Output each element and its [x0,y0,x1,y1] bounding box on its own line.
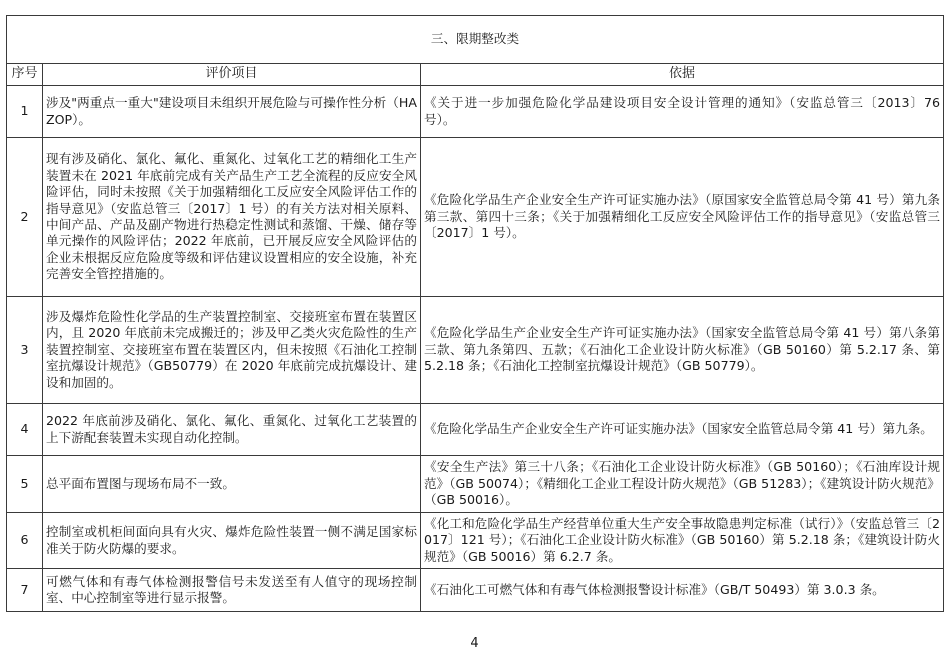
row-basis: 《安全生产法》第三十八条；《石油化工企业设计防火标准》（GB 50160）；《石油库设计规范》（GB 50074）；《精细化工企业工程设计防火规范》（GB 51283）；《建筑设计防火规范》（GB 50016）。 [421,456,944,513]
section-title-row [7,16,944,64]
row-basis: 《危险化学品生产企业安全生产许可证实施办法》（原国家安全监管总局令第 41 号）第九条第三款、第四十三条；《关于加强精细化工反应安全风险评估工作的指导意见》（安监总管三〔2017〕1 号）。 [421,138,944,297]
header-item: 评价项目 [43,64,421,86]
header-no: 序号 [7,64,43,86]
row-no: 3 [7,297,43,404]
row-item: 涉及爆炸危险性化学品的生产装置控制室、交接班室布置在装置区内，且 2020 年底前未完成搬迁的；涉及甲乙类火灾危险性的生产装置控制室、交接班室布置在装置区内，但未按照《石油化工控制室抗爆设计规范》（GB50779）在 2020 年底前完成抗爆设计、建设和加固的。 [43,297,421,404]
row-no: 7 [7,569,43,612]
row-item: 现有涉及硝化、氯化、氟化、重氮化、过氧化工艺的精细化工生产装置未在 2021 年底前完成有关产品生产工艺全流程的反应安全风险评估，同时未按照《关于加强精细化工反应安全风险评估工作的指导意见》（安监总管三〔2017〕1 号）的有关方法对相关原料、中间产品、产品及副产物进行热稳定性测试和蒸馏、干燥、储存等单元操作的风险评估；2022 年底前，已开展反应安全风险评估的企业未根据反应危险度等级和评估建议设置相应的安全设施，补充完善安全管控措施的。 [43,138,421,297]
table-row [7,138,944,297]
row-item: 可燃气体和有毒气体检测报警信号未发送至有人值守的现场控制室、中心控制室等进行显示报警。 [43,569,421,612]
table-row [7,297,944,404]
row-item: 2022 年底前涉及硝化、氯化、氟化、重氮化、过氧化工艺装置的上下游配套装置未实现自动化控制。 [43,404,421,456]
row-no: 5 [7,456,43,513]
row-basis: 《危险化学品生产企业安全生产许可证实施办法》（国家安全监管总局令第 41 号）第九条。 [421,404,944,456]
row-item: 控制室或机柜间面向具有火灾、爆炸危险性装置一侧不满足国家标准关于防火防爆的要求。 [43,513,421,569]
row-no: 2 [7,138,43,297]
row-no: 6 [7,513,43,569]
header-row [7,64,944,86]
row-no: 1 [7,86,43,138]
row-basis: 《化工和危险化学品生产经营单位重大生产安全事故隐患判定标准（试行）》（安监总管三〔2017〕121 号）；《石油化工企业设计防火标准》（GB 50160）第 5.2.18 条；《建筑设计防火规范》（GB 50016）第 6.2.7 条。 [421,513,944,569]
row-basis: 《石油化工可燃气体和有毒气体检测报警设计标准》（GB/T 50493）第 3.0.3 条。 [421,569,944,612]
table-row [7,404,944,456]
table-row [7,86,944,138]
table-row [7,569,944,612]
header-basis: 依据 [421,64,944,86]
row-item: 涉及"两重点一重大"建设项目未组织开展危险与可操作性分析（HAZOP）。 [43,86,421,138]
row-basis: 《危险化学品生产企业安全生产许可证实施办法》（国家安全监管总局令第 41 号）第八条第三款、第九条第四、五款；《石油化工企业设计防火标准》（GB 50160）第 5.2.17 条、第 5.2.18 条；《石油化工控制室抗爆设计规范》（GB 50779）。 [421,297,944,404]
row-basis: 《关于进一步加强危险化学品建设项目安全设计管理的通知》（安监总管三〔2013〕76 号）。 [421,86,944,138]
row-no: 4 [7,404,43,456]
page-number: 4 [470,636,479,651]
section-title: 三、限期整改类 [7,16,944,64]
rectification-table [6,15,944,612]
table-row [7,456,944,513]
table-row [7,513,944,569]
row-item: 总平面布置图与现场布局不一致。 [43,456,421,513]
